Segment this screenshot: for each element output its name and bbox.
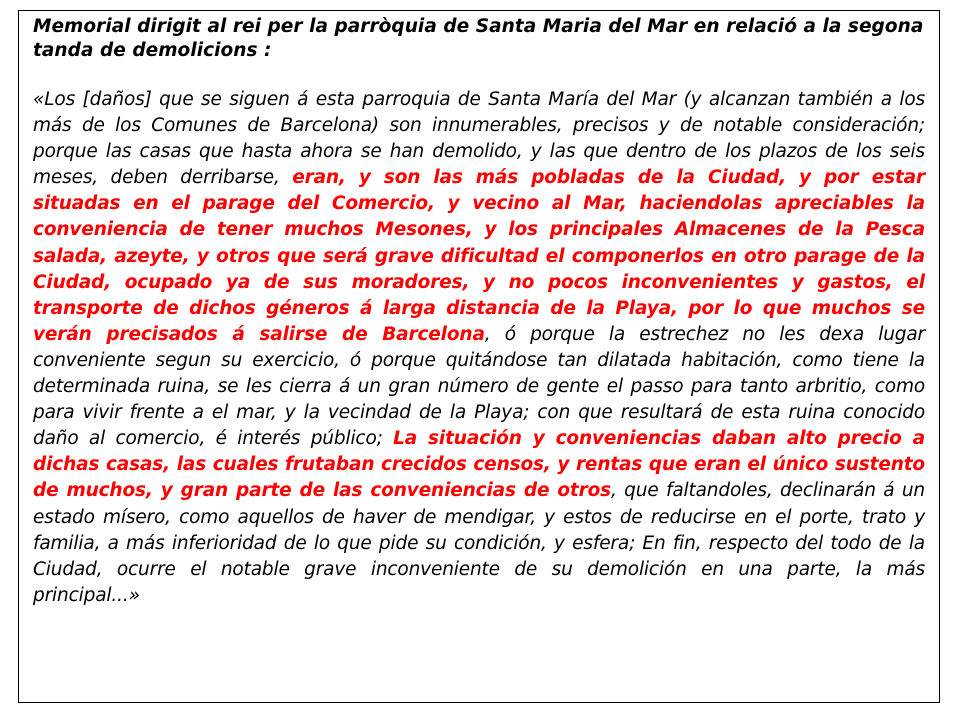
quote-segment-normal: «Los [daños] que se siguen á esta parroquia de Santa María del Mar (y alcanzan también a los más de los Comunes de Barcelona) son innumerables, precisos y de notable consideración; porque las casas que hasta ahora se han demolido, y las que dentro de los plazos de los seis meses, deben derribarse, <box>33 89 925 189</box>
quote-segment-normal: , ó porque la estrechez no les dexa lugar conveniente segun su exercicio, ó porque quitándose tan dilatada habitación, como tiene la determinada ruina, se les cierra á un gran número de gente el passo para tanto arbritio, como para vivir frente a el mar, y la vecindad de la Playa; con que resultará de esta ruina conocido daño al comercio, é interés público; <box>33 323 925 450</box>
quote-segment-highlight: La situación y conveniencias daban alto precio a dichas casas, las cuales frutaban crecidos censos, y rentas que eran el único sustento de muchos, y gran parte de las conveniencias de otros <box>33 428 925 502</box>
document-frame <box>18 10 940 703</box>
quotation-body <box>33 87 925 609</box>
quote-segment-highlight: eran, y son las más pobladas de la Ciudad, y por estar situadas en el parage del Comercio, y vecino al Mar, haciendolas apreciables la conveniencia de tener muchos Mesones, y los principales Almacenes de la Pesca salada, azeyte, y otros que será grave dificultad el componerlos en otro parage de la Ciudad, ocupado ya de sus moradores, y no pocos inconvenientes y gastos, el transporte de dichos géneros á larga distancia de la Playa, por lo que muchos se verán precisados á salirse de Barcelona <box>33 167 925 345</box>
document-title: Memorial dirigit al rei per la parròquia de Santa Maria del Mar en relació a la segona tanda de demolicions : <box>33 16 924 61</box>
quote-segment-normal: , que faltandoles, declinarán á un estado mísero, como aquellos de haver de mendigar, y estos de reducirse en el porte, trato y familia, a más inferioridad de lo que pide su condición, y esfera; En fin, respecto del todo de la Ciudad, ocurre el notable grave inconveniente de su demolición en una parte, la más principal...» <box>33 480 925 606</box>
